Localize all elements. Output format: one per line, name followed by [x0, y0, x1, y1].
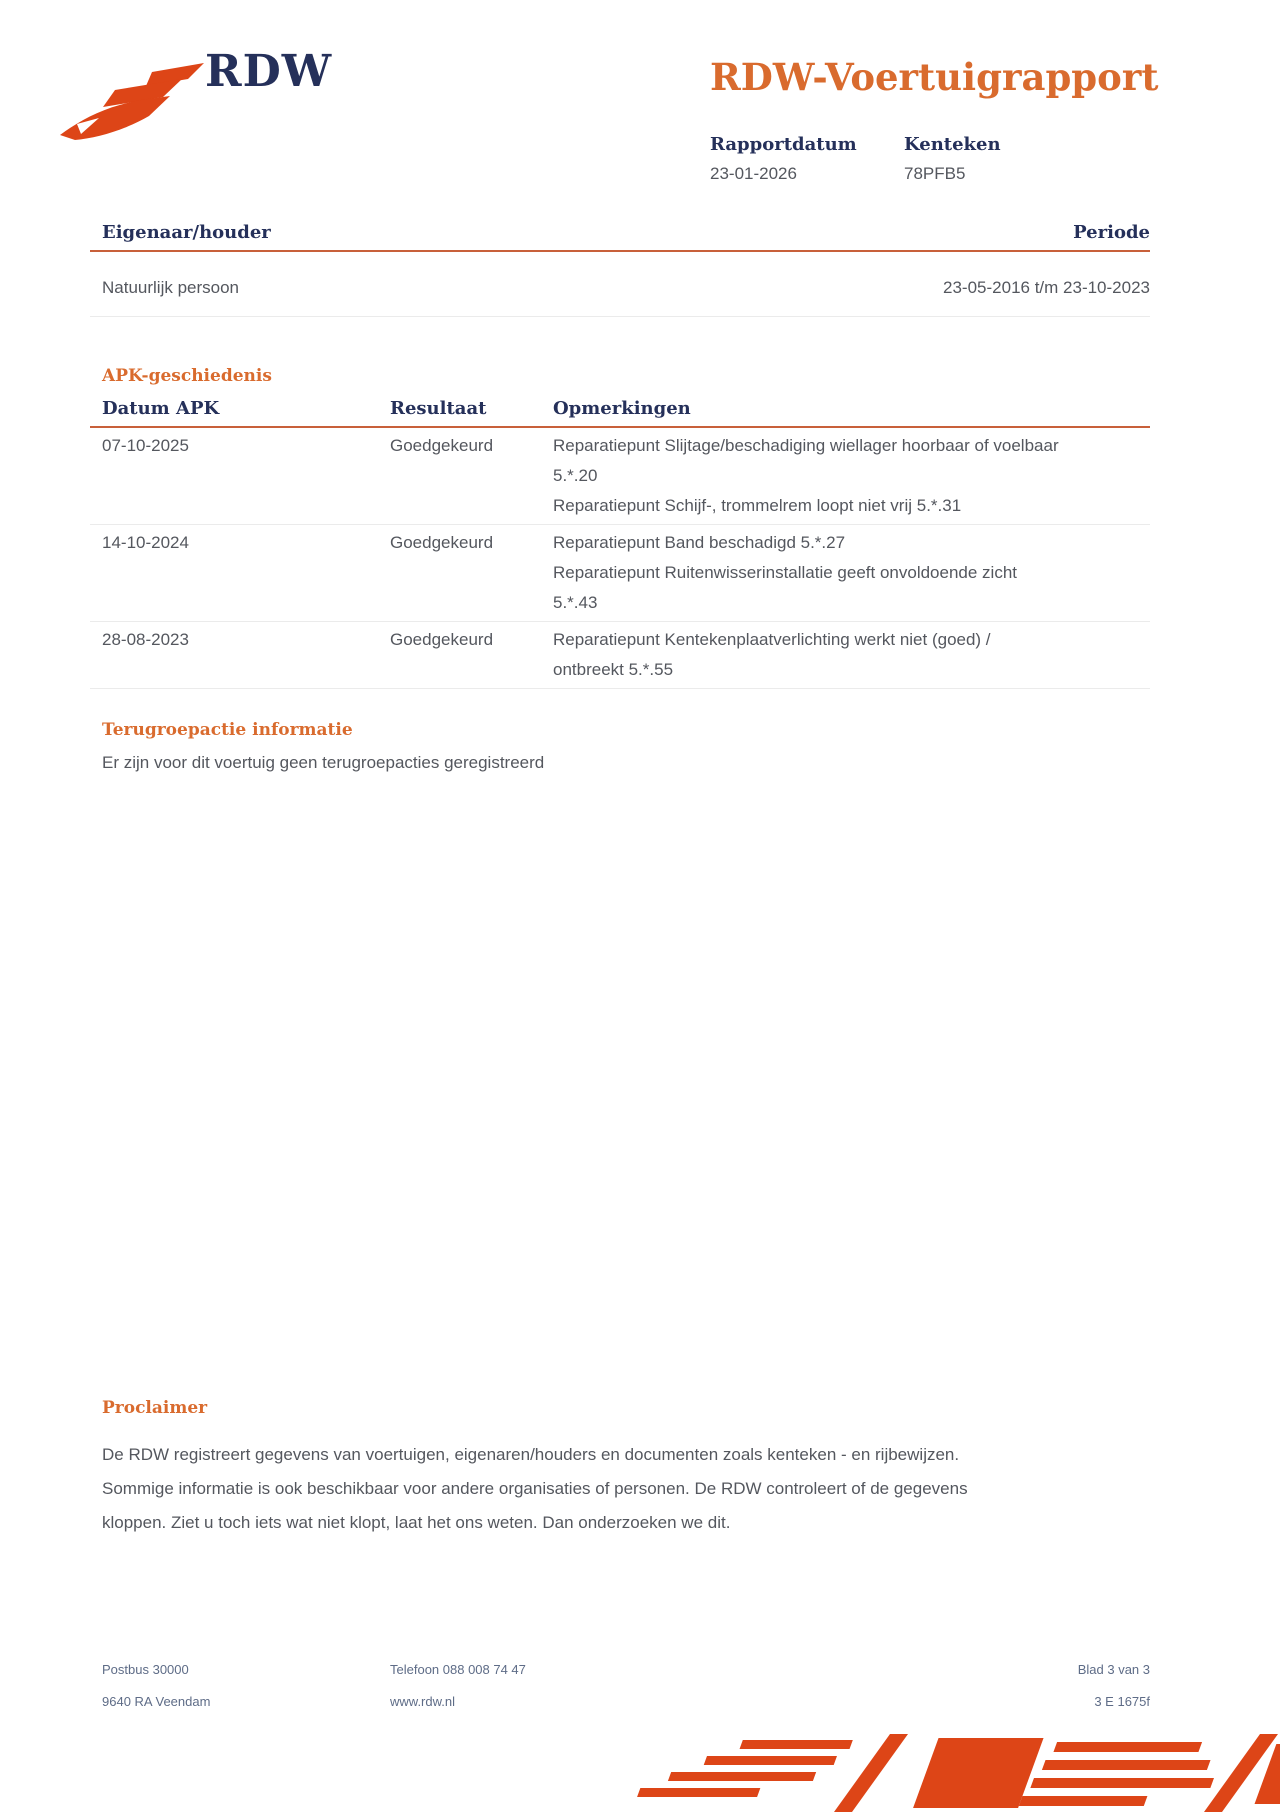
proclaimer-line: kloppen. Ziet u toch iets wat niet klopt, laat het ons weten. Dan onderzoeken we dit. — [102, 1513, 731, 1532]
owner-section-header — [90, 222, 1150, 252]
owner-row — [90, 252, 1150, 317]
recall-text: Er zijn voor dit voertuig geen terugroepacties geregistreerd — [102, 753, 545, 772]
remark-line: 5.*.20 — [553, 466, 598, 485]
table-row — [90, 428, 1150, 525]
apk-date: 14-10-2024 — [102, 533, 189, 552]
license-plate-value: 78PFB5 — [904, 164, 966, 183]
page-title: RDW-Voertuigrapport — [710, 55, 1159, 99]
remark-line: Reparatiepunt Slijtage/beschadiging wiellager hoorbaar of voelbaar — [553, 436, 1059, 455]
apk-result: Goedgekeurd — [390, 533, 494, 552]
period-heading: Periode — [1073, 222, 1150, 243]
apk-result: Goedgekeurd — [390, 630, 494, 649]
recall-section-heading: Terugroepactie informatie — [102, 720, 353, 740]
apk-remarks — [553, 625, 1150, 685]
apk-date: 07-10-2025 — [102, 436, 189, 455]
table-row — [90, 622, 1150, 689]
apk-remarks — [553, 528, 1150, 618]
remark-line: Reparatiepunt Ruitenwisserinstallatie geeft onvoldoende zicht — [553, 563, 1018, 582]
proclaimer-text — [90, 1438, 1150, 1540]
footer-form-code: 3 E 1675f — [1094, 1694, 1150, 1709]
report-meta — [710, 134, 1155, 184]
proclaimer-line: De RDW registreert gegevens van voertuigen, eigenaren/houders en documenten zoals kenteken - en rijbewijzen. — [102, 1445, 960, 1464]
footer-contact — [390, 1662, 526, 1710]
period-value: 23-05-2016 t/m 23-10-2023 — [943, 278, 1150, 297]
footer-address — [102, 1662, 210, 1710]
rdw-feather-icon — [55, 56, 205, 146]
license-plate-label: Kenteken — [904, 134, 1001, 155]
footer-website: www.rdw.nl — [390, 1694, 456, 1709]
rdw-logo-text: RDW — [205, 46, 333, 97]
license-plate-block — [904, 134, 1098, 184]
apk-table-header — [90, 398, 1150, 428]
owner-value: Natuurlijk persoon — [102, 278, 240, 297]
remark-line: ontbreekt 5.*.55 — [553, 660, 674, 679]
report-date-value: 23-01-2026 — [710, 164, 797, 183]
report-date-block — [710, 134, 904, 184]
owner-section — [90, 222, 1150, 317]
footer-city: 9640 RA Veendam — [102, 1694, 211, 1709]
apk-result: Goedgekeurd — [390, 436, 494, 455]
column-header-result: Resultaat — [390, 398, 487, 419]
rdw-logo — [55, 46, 475, 141]
footer-page-info — [1078, 1662, 1150, 1710]
footer-phone: Telefoon 088 008 74 47 — [390, 1662, 526, 1677]
footer-page-indicator: Blad 3 van 3 — [1077, 1662, 1150, 1677]
apk-remarks — [553, 431, 1150, 521]
proclaimer-heading: Proclaimer — [102, 1398, 208, 1418]
column-header-remarks: Opmerkingen — [553, 398, 691, 419]
recall-section — [90, 720, 1150, 773]
report-date-label: Rapportdatum — [710, 134, 857, 155]
apk-section-heading: APK-geschiedenis — [102, 366, 272, 386]
remark-line: Reparatiepunt Kentekenplaatverlichting werkt niet (goed) / — [553, 630, 991, 649]
owner-heading: Eigenaar/houder — [102, 222, 271, 243]
apk-history-section — [90, 366, 1150, 689]
remark-line: 5.*.43 — [553, 593, 598, 612]
apk-date: 28-08-2023 — [102, 630, 189, 649]
proclaimer-line: Sommige informatie is ook beschikbaar voor andere organisaties of personen. De RDW controleert of de gegevens — [102, 1479, 968, 1498]
apk-table — [90, 398, 1150, 689]
table-row — [90, 525, 1150, 622]
remark-line: Reparatiepunt Band beschadigd 5.*.27 — [553, 533, 846, 552]
footer-postbus: Postbus 30000 — [102, 1662, 189, 1677]
footer-stripes-graphic — [620, 1734, 1280, 1812]
report-header — [710, 54, 1159, 184]
remark-line: Reparatiepunt Schijf-, trommelrem loopt niet vrij 5.*.31 — [553, 496, 962, 515]
proclaimer-section — [90, 1398, 1150, 1540]
column-header-date: Datum APK — [102, 398, 220, 419]
